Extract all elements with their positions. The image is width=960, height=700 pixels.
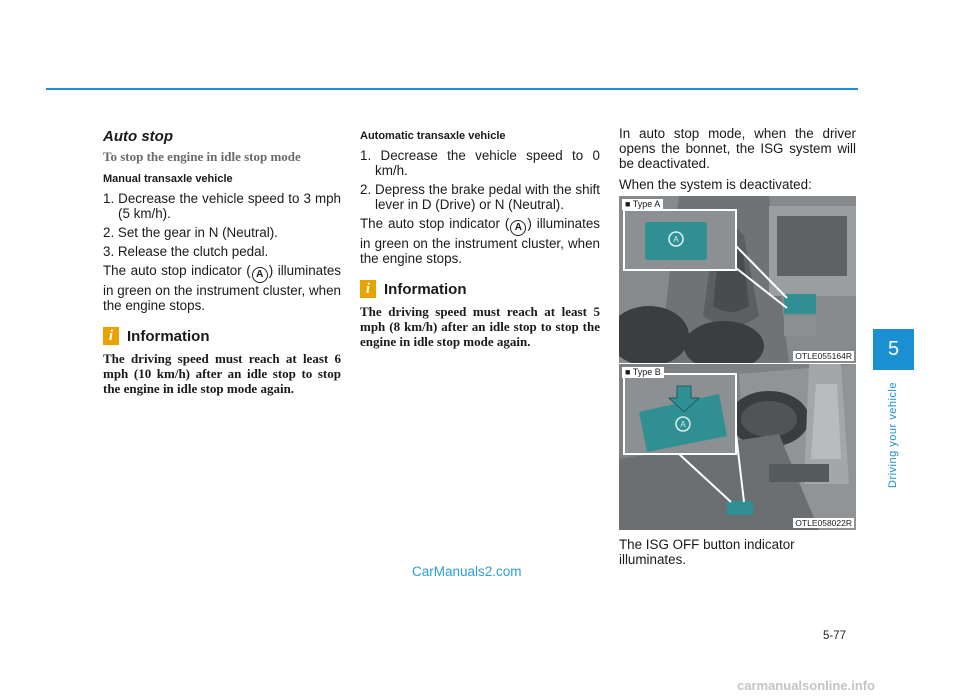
manual-heading: Manual transaxle vehicle: [103, 173, 233, 185]
type-a-label: ■ Type A: [622, 199, 663, 210]
chapter-tab: 5: [873, 329, 914, 370]
manual-info-text: The driving speed must reach at least 6 mph (10 km/h) after an idle stop to stop the engine in idle stop mode again.: [103, 351, 341, 396]
svg-text:A: A: [673, 235, 679, 244]
console-illustration-b: [619, 364, 856, 530]
auto-stop-indicator-icon: A: [510, 220, 526, 236]
automatic-heading: Automatic transaxle vehicle: [360, 130, 506, 142]
automatic-info-header: [360, 280, 600, 298]
deactivation-text: In auto stop mode, when the driver opens the bonnet, the ISG system will be deactivated.: [619, 126, 856, 171]
automatic-step-1: 1. Decrease the vehicle speed to 0 km/h.: [360, 148, 600, 178]
section-subheading: To stop the engine in idle stop mode: [103, 149, 301, 164]
deactivated-lead: When the system is deactivated:: [619, 177, 812, 192]
manual-info-header: [103, 327, 341, 345]
column-deactivation: [619, 126, 856, 198]
console-illustration-a: [619, 196, 856, 363]
column-automatic: [360, 126, 600, 349]
type-b-label: ■ Type B: [622, 367, 664, 378]
isg-off-indicator-text: The ISG OFF button indicator illuminates.: [619, 537, 795, 567]
image-a-code: OTLE055164R: [795, 351, 852, 361]
page-number: 5-77: [823, 630, 847, 642]
isg-button-photo-type-a: [619, 196, 856, 363]
isg-button-photo-type-b: [619, 364, 856, 530]
automatic-info-title: Information: [384, 280, 467, 298]
manual-step-1: 1. Decrease the vehicle speed to 3 mph (5 km/h).: [103, 191, 341, 221]
automatic-step-2: 2. Depress the brake pedal with the shift lever in D (Drive) or N (Neutral).: [360, 182, 600, 212]
watermark-footer: carmanualsonline.info: [737, 678, 875, 693]
chapter-name: Driving your vehicle: [887, 382, 899, 488]
watermark-center: CarManuals2.com: [412, 564, 522, 579]
column-manual: [103, 126, 341, 396]
automatic-info-text: The driving speed must reach at least 5 mph (8 km/h) after an idle stop to stop the engine in idle stop mode again.: [360, 304, 600, 349]
info-icon: i: [360, 280, 376, 298]
automatic-indicator-text: The auto stop indicator ( A ) illuminates in green on the instrument cluster, when the engine stops.: [360, 216, 600, 266]
manual-indicator-text: The auto stop indicator ( A ) illuminates in green on the instrument cluster, when the engine stops.: [103, 263, 341, 313]
manual-step-2: 2. Set the gear in N (Neutral).: [103, 225, 278, 240]
svg-text:A: A: [680, 420, 686, 429]
manual-step-3: 3. Release the clutch pedal.: [103, 244, 269, 259]
section-title: Auto stop: [103, 128, 173, 145]
auto-stop-indicator-icon: A: [252, 267, 268, 283]
image-b-code: OTLE058022R: [795, 518, 852, 528]
manual-info-title: Information: [127, 327, 210, 345]
top-rule: [46, 88, 858, 90]
info-icon: i: [103, 327, 119, 345]
